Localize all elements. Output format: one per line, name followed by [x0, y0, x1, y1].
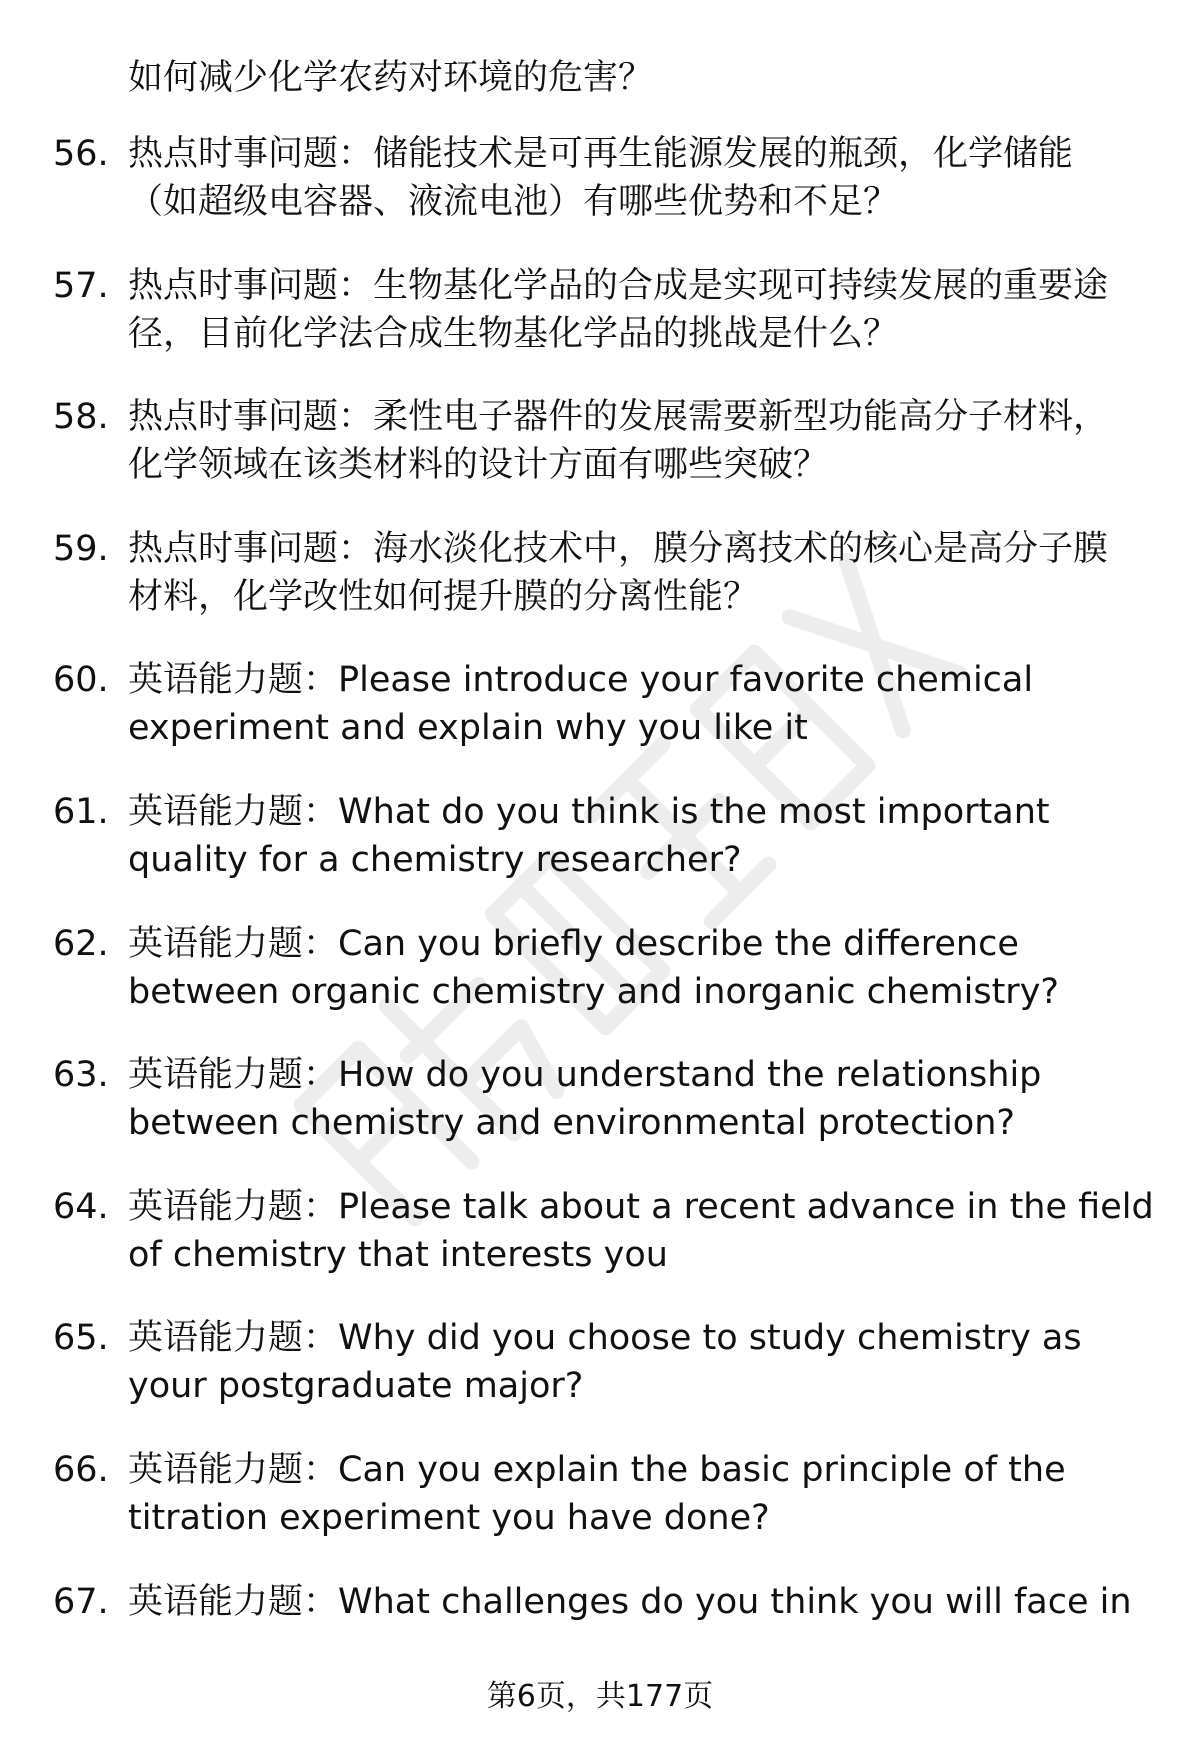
question-text-line: 径，目前化学法合成生物基化学品的挑战是什么？ — [128, 313, 899, 354]
question-text-line: your postgraduate major? — [128, 1366, 584, 1407]
question-text-line: experiment and explain why you like it — [128, 708, 808, 749]
question-text-line: 热点时事问题：海水淡化技术中，膜分离技术的核心是高分子膜 — [128, 528, 1109, 569]
question-text-line: 英语能力题：Why did you choose to study chemistry as — [128, 1318, 1082, 1359]
question-text-line: 英语能力题：Can you explain the basic principle of the — [128, 1450, 1066, 1490]
question-number: 64. — [53, 1186, 109, 1227]
question-text-line: 英语能力题：What do you think is the most important — [128, 792, 1050, 832]
question-text-line: quality for a chemistry researcher? — [128, 840, 742, 880]
question-text-line: 热点时事问题：柔性电子器件的发展需要新型功能高分子材料， — [128, 397, 1109, 438]
question-number: 65. — [53, 1318, 109, 1359]
question-number: 66. — [53, 1450, 109, 1490]
question-text-line: 英语能力题：Can you briefly describe the difference — [128, 923, 1019, 964]
question-number: 59. — [53, 528, 109, 569]
question-text-line: 热点时事问题：生物基化学品的合成是实现可持续发展的重要途 — [128, 265, 1109, 306]
question-number: 62. — [53, 923, 109, 964]
question-text-line: 化学领域在该类材料的设计方面有哪些突破？ — [128, 445, 829, 486]
question-text-line: between organic chemistry and inorganic chemistry? — [128, 971, 1059, 1012]
question-number: 63. — [53, 1055, 109, 1096]
question-number: 57. — [53, 265, 109, 306]
question-text-line: 材料，化学改性如何提升膜的分离性能？ — [128, 576, 759, 617]
question-text-line: between chemistry and environmental protection? — [128, 1103, 1015, 1144]
question-number: 67. — [53, 1581, 109, 1622]
question-number: 56. — [53, 134, 109, 174]
question-text-line: （如超级电容器、液流电池）有哪些优势和不足？ — [128, 182, 899, 222]
question-text-line: 英语能力题：How do you understand the relationship — [128, 1055, 1042, 1096]
question-text-line: 英语能力题：What challenges do you think you will face in — [128, 1581, 1132, 1622]
question-text-line: 热点时事问题：储能技术是可再生能源发展的瓶颈，化学储能 — [128, 134, 1074, 174]
question-number: 60. — [53, 660, 109, 701]
page-footer: 第6页，共177页 — [486, 1679, 714, 1714]
question-number: 58. — [53, 397, 109, 438]
question-text-line: 英语能力题：Please talk about a recent advance in the field — [128, 1186, 1154, 1227]
question-text-line: 英语能力题：Please introduce your favorite chemical — [128, 660, 1034, 701]
question-number: 61. — [53, 792, 109, 832]
question-text-line: of chemistry that interests you — [128, 1234, 668, 1275]
continuation-line: 如何减少化学农药对环境的危害？ — [128, 58, 654, 98]
question-text-line: titration experiment you have done? — [128, 1498, 770, 1538]
